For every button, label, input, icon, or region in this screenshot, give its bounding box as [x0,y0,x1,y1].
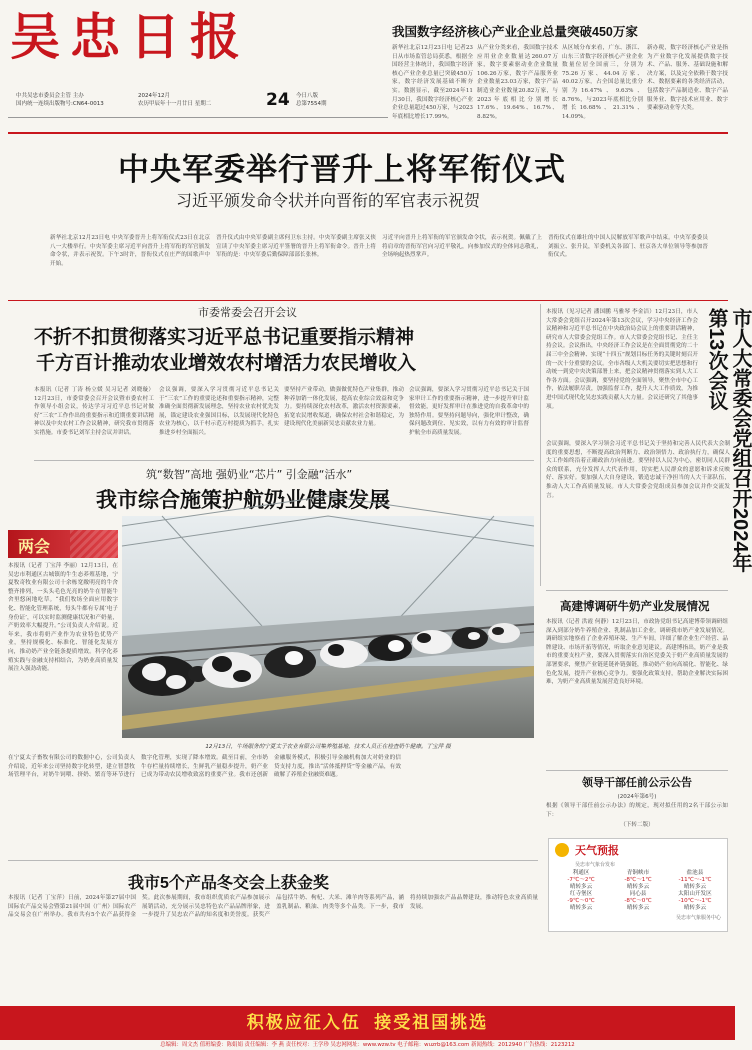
weather-row [553,905,723,912]
lead-article [8,140,728,302]
dairy-title: 我市综合施策护航奶业健康发展 [96,489,390,512]
top-story-title: 我国数字经济核心产业企业总量突破450万家 [392,25,638,39]
party-col1: 本报讯（记者 丁涛 杨立媛 吴习记者 刘晓璇）12月23日，市委常委会召开会议暨市委农村工作领导小组会议，传达学习习近平总书记对做好“三农”工作作出的重要指示和近期重要讲话精神以及中央农村工作会议精神，研究我市贯彻落实措施。市委书记刘军主持会议并讲话。 [34,387,154,436]
weather-cell: 青铜峡市 [626,870,650,876]
masthead-line1: 中共吴忠市委员会主管 主办 [16,93,84,99]
weather-cell: 太阳山开发区 [678,891,712,897]
dairy-investigation-body: 本报讯（记者 洪霞 何静）12月23日，市政协党组书记高建博带领调研组深入到部分奶牛养殖企业、乳制品加工企业，调研我市奶产业发展情况。调研组实地察看了企业养殖环境、生产车间，详细了解企业生产经营、品牌建设、市场开拓等情况，听取企业意见建议。高建博指出，奶产业是我市的重要支柱产业，要深入贯彻落实自治区党委关于奶产业高质量发展的部署要求，聚焦产业链延链补链强链，推动奶产业向高端化、智能化、绿色化发展，提升产业核心竞争力。要强化政策支持，帮助企业解决实际困难，为奶产业高质量发展营造良好环境。 [546,619,728,686]
lead-col3: 习近平向晋升上将军衔的军官颁发命令状，表示祝贺。佩戴了上将肩章的晋衔军官向习近平敬礼，向参加仪式的全体同志敬礼，全场响起热烈掌声。 [382,235,542,259]
weather-cell: 红寺堡区 [569,891,593,897]
two-sessions-badge [8,530,118,558]
weather-cell: 晴转多云 [626,884,650,890]
lead-title: 中央军委举行晋升上将军衔仪式 [118,152,566,187]
top-story-col3: 从区域分布来看，广东、浙江、山东三省数字经济核心产业企业数量位居全国前三，分别为75.26万家、44.04万家、40.02万家，占全国总量比重分别为16.47%、9.63%、8.76%，与2023年底相比分别增长16.68%、21.31%、14.09%。 [562,45,643,120]
weather-row [553,884,723,891]
weather-cell: -10℃～-1℃ [678,898,712,904]
lead-col1: 新华社北京12月23日电 中央军委晋升上将军衔仪式23日在北京八一大楼举行。中央军委主席习近平向晋升上将军衔的军官颁发命令状，并表示祝贺。下午3时许，晋衔仪式在庄严的国歌声中开始。 [50,235,210,267]
pages-count: 今日八版 [296,93,319,99]
party-title2: 千方百计推动农业增效农村增活力农民增收入 [36,353,417,374]
top-story-col1: 新华社北京12月23日电 记者23日从市场监管总局获悉，根据全国经营主体统计，我国数字经济核心产业企业总量已突破450万家，数字经济发展基础不断夯实。数据显示，截至2024年11月30日，我国数字经济核心产业企业总量超过450万家，与2023年底相比增长17.99%。 [392,45,473,120]
products-title: 我市5个产品冬交会上获金奖 [128,875,329,892]
masthead-info [16,92,136,108]
date-block [138,92,233,108]
masthead [8,6,393,118]
weather-row [553,898,723,905]
weather-cell: 同心县 [629,891,647,897]
weather-row [553,870,723,877]
weather-cell: 晴转多云 [683,884,707,890]
weather-row [553,877,723,884]
party-title1: 不折不扣贯彻落实习近平总书记重要指示精神 [34,327,415,348]
cow-barn-image [122,516,534,738]
weather-cell: 晴转多云 [569,884,593,890]
party-col2: 会议强调，要深入学习贯彻习近平总书记关于“三农”工作的重要论述和重要指示精神，完整准确全面贯彻新发展理念，坚持农业农村优先发展，锚定建设农业强国目标，以发展现代化特色农业为核心，以千村示范万村提质为抓手，扎实推进乡村全面振兴。 [159,387,279,436]
weather-box [548,838,728,932]
notice-more: （下转二版） [620,822,654,828]
footer-text: 总编辑：周文杰 值班编委：陈娟娟 责任编辑：李 燕 责任校对：王学珍 吴忠网网址：www.wzw.tv 电子邮箱：wuzrb@163.com 新闻热线：2012940 广告热线：2123212 [160,1042,575,1048]
notice-body: 根据《领导干部任前公示办法》的规定，现对拟任用的2名干部公示如下： [546,803,728,818]
weather-cell: -8℃～0℃ [624,898,652,904]
weather-cell: -11℃～-1℃ [678,877,712,883]
congress-body: 本报讯（见习记者 潘国鹏 马雅琴 李金洁）12月23日，市人大常委会党组召开2024年第13次会议，学习中央经济工作会议精神和习近平总书记在中央政治局会议上的重要讲话精神，研究市人大常委会党组工作。市人大常委会党组书记、主任主持会议。会议指出，中央经济工作会议是在全面贯彻党的二十届三中全会精神、实现“十四五”规划目标任务的关键时刻召开的一次十分重要的会议。全市各级人大机关要切实把思想和行动统一到党中央决策部署上来，把会议精神贯彻落实到人大工作各方面。会议强调，要坚持党的全面领导，聚焦全市中心工作，依法履职尽责，加强监督工作，提升人大工作质效，为推进中国式现代化吴忠实践贡献人大力量。会议还研究了其他事项。 [546,309,698,410]
dairy-photo [122,516,534,738]
top-story [392,22,728,127]
weather-cell: 晴转多云 [626,905,650,911]
weather-cell: 晴转多云 [569,905,593,911]
issue-block [296,92,356,108]
issue-number: 总第7554期 [296,101,327,107]
notice-title: 领导干部任前公示公告 [582,777,692,789]
congress-body2: 会议强调，要深入学习领会习近平总书记关于坚持和完善人民代表大会制度的重要思想，不断提高政治判断力、政治领悟力、政治执行力，确保人大工作始终沿着正确政治方向前进。要坚持以人民为中心，密切同人民群众的联系，充分发挥人大代表作用，切实把人民群众的意愿和诉求反映好、落实好。要加强人大自身建设，锻造忠诚干净担当的人大干部队伍，推动人大工作高质量发展。市人大常委会党组成员参加会议并作交流发言。 [546,441,730,499]
recruit-banner [0,1006,735,1040]
date-gregorian: 2024年12月 [138,93,170,99]
weather-row [553,891,723,898]
date-day: 24 [266,90,290,110]
top-story-col4: 新办税，数字经济核心产业是指为产业数字化发展提供数字技术、产品、服务、基础设施和解决方案，以及完全依赖于数字技术、数据要素的各类经济活动，包括数字产品制造业、数字产品服务业、数字技术应用业、数字要素驱动业等大类。 [647,45,728,112]
party-col3: 要坚持产业带动，做强做优特色产业集群，推动种养加销一体化发展，提高农业综合效益和竞争力。要持续深化农村改革，激活农村资源要素，拓宽农民增收渠道，确保农村社会和谐稳定，为建设现代化美丽新吴忠贡献农业力量。 [284,387,404,428]
weather-table [549,868,727,914]
dairy-investigation-title: 高建博调研牛奶产业发展情况 [560,601,710,613]
date-lunar: 农历甲辰年十一月廿日 星期二 [138,101,212,107]
dairy-kicker: 筑“数智”高地 强奶业“芯片” 引金融“活水” [146,468,353,481]
masthead-line2: 国内统一连续出版物号:CN64-0013 [16,101,104,107]
weather-title: 天气预报 [575,844,619,857]
weather-cell: 晴转多云 [683,905,707,911]
notice-sub: (2024年第6号) [617,794,657,800]
lead-subtitle: 习近平颁发命令状并向晋衔的军官表示祝贺 [176,193,481,210]
weather-icon [555,843,569,857]
party-article [34,304,534,454]
weather-cell: -9℃～0℃ [567,898,595,904]
weather-footer: 吴忠市气象服务中心 [675,915,721,921]
party-col4: 会议强调，要深入学习贯彻习近平总书记关于国家审计工作的重要指示精神，进一步提升审计监督效能，更好发挥审计在推进党的自我革命中的独特作用。要坚持问题导向，强化审计整改，确保问题改到位、见实效，以有力有效的审计监督护航全市高质量发展。 [409,387,529,436]
weather-cell: 盐池县 [686,870,704,876]
cadre-notice [546,774,728,836]
party-kicker: 市委常委会召开会议 [198,306,297,319]
weather-subtitle: 吴忠市气象台发布 [575,862,616,868]
dairy-body-bottom: 在宁夏太子畜牧有限公司的数据中心，公司负责人介绍说，近年来公司坚持数字化转型，建立智慧牧场管理平台，对奶牛饲喂、挤奶、繁育等环节进行数字化管理，实现了降本增效。截至目前，全市奶牛存栏量持续增长，生鲜乳产量稳步提升，奶产业已成为带动农民增收致富的重要产业。我市还创新金融服务模式，积极引导金融机构加大对奶业的信贷支持力度，推出“活体抵押贷”等金融产品，有效破解了养殖企业融资难题。 [8,755,401,779]
dairy-body-left: 本报讯（记者 丁宝萍 李丽）12月13日，在吴忠市利通区古城镇的牛生态养殖基地，宁夏牧奇牧业有限公司十余栋宽敞明亮的牛舍整齐排列，一头头毛色光亮的奶牛在智能牛舍里悠闲地吃草。“我们牧场全面应用数字化、智能化管理系统，每头牛都有专属‘电子身份证’，可以实时监测健康状况和产奶量，产奶效率大幅提升。”公司负责人介绍说。近年来，我市将奶产业作为农业特色优势产业，坚持规模化、标准化、智能化发展方向，推动奶产业全链条提质增效。科学化养殖实践与金融支持相结合，为奶业高质量发展注入强劲动能。 [8,563,118,673]
newspaper-title: 吴忠日报 [10,7,250,66]
weather-cell: 利通区 [572,870,590,876]
top-story-col2: 从产业分类来看，我国数字技术应用业企业数量达260.07万家，数字要素驱动业企业数量106.26万家，数字产品服务业企业数量23.03万家，数字产品制造业企业数量20.82万家，与2023年底相比分别增长17.6%、19.64%、16.7%、8.82%。 [477,45,558,120]
dairy-photo-caption: 12月13日，牛场服务的宁夏太子农业有限公司集养殖基地，技术人员正在检查奶牛健康。丁宝萍 摄 [205,744,451,750]
lead-col4: 晋衔仪式在雄壮的中国人民解放军军歌声中结束。中央军委委员刘振立、张升民，军委机关各部门、驻京各大单位领导等参加晋衔仪式。 [548,235,708,259]
lead-col2: 晋升仪式由中央军委副主席何卫东主持。中央军委副主席张又侠宣读了中央军委主席习近平签署的晋升上将军衔命令。晋升上将军衔的是：中央军委后勤保障部部长张林。 [216,235,376,259]
two-sessions-text: 两会 [18,537,51,556]
products-body: 本报讯（记者 丁宝萍）日前，2024年第27届中国国际农产品交易会暨第21届中国（广州）国际农产品交易会在广州举办。我市共有5个农产品获得金奖。此次参展期间，我市组织优质农产品参加展示展销活动，充分展示吴忠特色农产品品牌形象，进一步提升了吴忠农产品的知名度和美誉度。获奖产品包括牛奶、枸杞、大米、滩羊肉等系列产品，涵盖乳制品、粮油、肉类等多个品类。下一步，我市将持续加强农产品品牌建设，推动特色农业高质量发展。 [8,895,538,919]
weather-cell: -8℃～1℃ [624,877,652,883]
recruit-banner-text: 积极应征入伍 接受祖国挑选 [246,1013,489,1032]
page-footer [0,1040,735,1050]
weather-cell: -7℃～2℃ [567,877,595,883]
congress-title-text: 市人大常委会党组召开2024年第13次会议 [705,308,751,573]
